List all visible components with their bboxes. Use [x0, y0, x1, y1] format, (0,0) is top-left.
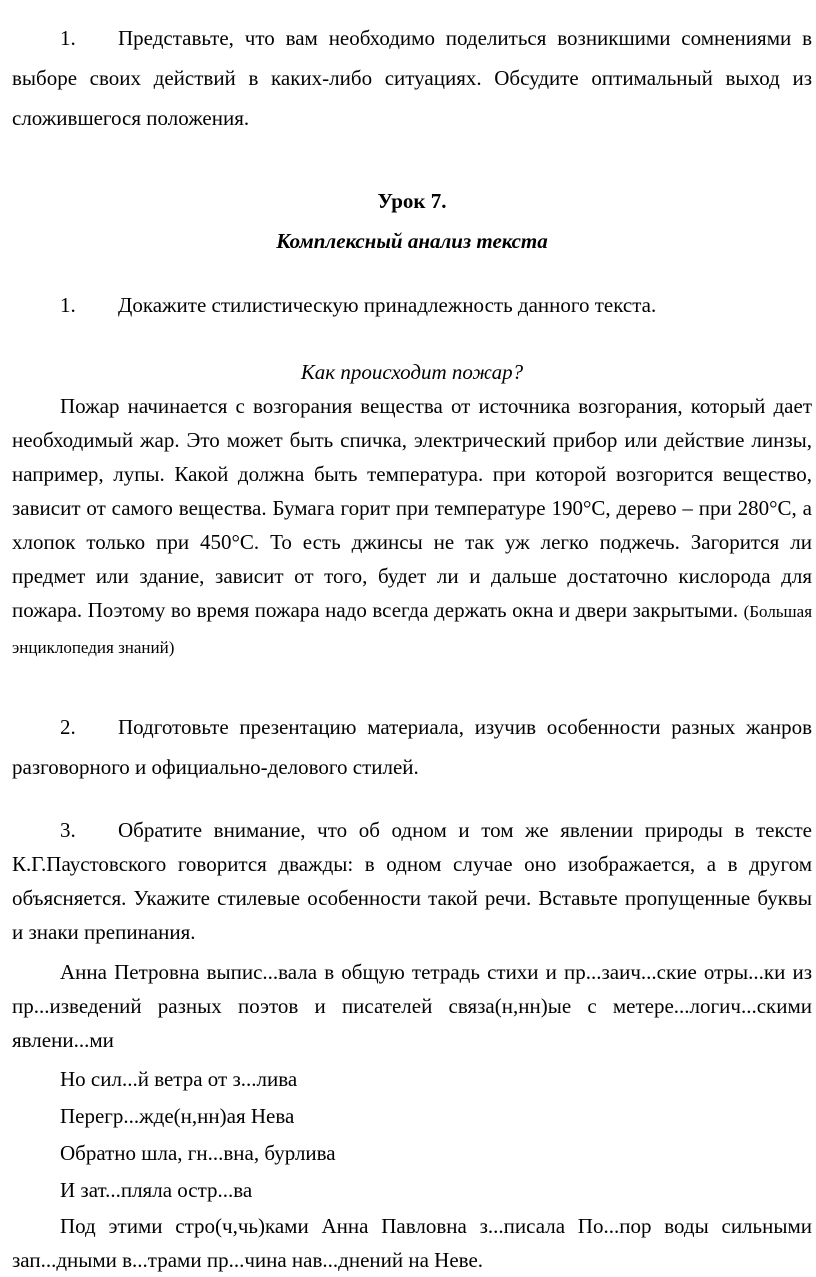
lesson-title: Урок 7. [377, 189, 447, 213]
article-title: Как происходит пожар? [300, 360, 524, 384]
article-source: (Большая энциклопедия знаний) [12, 602, 813, 657]
verse-line: Но сил...й ветра от з...лива [60, 1067, 298, 1091]
verse-line: Обратно шла, гн...вна, бурлива [60, 1141, 336, 1165]
task-3-text: Обратите внимание, что об одном и том же явлении природы в тексте К.Г.Паустовского говорится дважды: в одном случае оно изображается, а в другом объясняется. Укажите стилевые особенности такой речи. Вставьте пропущенные буквы и знаки препинания. [12, 818, 812, 944]
task-3 [12, 813, 812, 949]
task-1b-text: Докажите стилистическую принадлежность данного текста. [118, 293, 657, 317]
task-1 [12, 18, 812, 138]
lesson-subtitle: Комплексный анализ текста [276, 229, 548, 253]
verse-line: И зат...пляла остр...ва [60, 1178, 253, 1202]
exercise-outro: Под этими стро(ч,чь)ками Анна Павловна з...писала По...пор воды сильными зап...дными в...трами пр...чина нав...днений на Неве. [12, 1214, 812, 1272]
task-1b [12, 285, 812, 325]
document-page [12, 18, 812, 1277]
task-2-number: 2. [60, 715, 76, 739]
task-1b-number: 1. [60, 293, 76, 317]
task-1-text: Представьте, что вам необходимо поделиться возникшими сомнениями в выборе своих действий в каких-либо ситуациях. Обсудите оптимальный выход из сложившегося положения. [12, 26, 812, 130]
task-2 [12, 707, 812, 787]
article-body [12, 389, 812, 665]
exercise-intro: Анна Петровна выпис...вала в общую тетрадь стихи и пр...заич...ские отры...ки из пр...изведений разных поэтов и писателей связа(н,нн)ые с метере...логич...скими явлени...ми [12, 960, 812, 1052]
task-3-number: 3. [60, 818, 76, 842]
verse-line: Перегр...жде(н,нн)ая Нева [60, 1104, 295, 1128]
task-1-number: 1. [60, 26, 76, 50]
article-text: Пожар начинается с возгорания вещества от источника возгорания, который дает необходимый жар. Это может быть спичка, электрический прибор или действие линзы, например, лупы. Какой должна быть температура. при которой возгорится вещество, зависит от самого вещества. Бумага горит при температуре 190°С, дерево – при 280°С, а хлопок только при 450°С. То есть джинсы не так уж легко поджечь. Загорится ли предмет или здание, зависит от того, будет ли и дальше достаточно кислорода для пожара. Поэтому во время пожара надо всегда держать окна и двери закрытыми. [12, 394, 812, 622]
task-2-text: Подготовьте презентацию материала, изучив особенности разных жанров разговорного и официально-делового стилей. [12, 715, 812, 779]
